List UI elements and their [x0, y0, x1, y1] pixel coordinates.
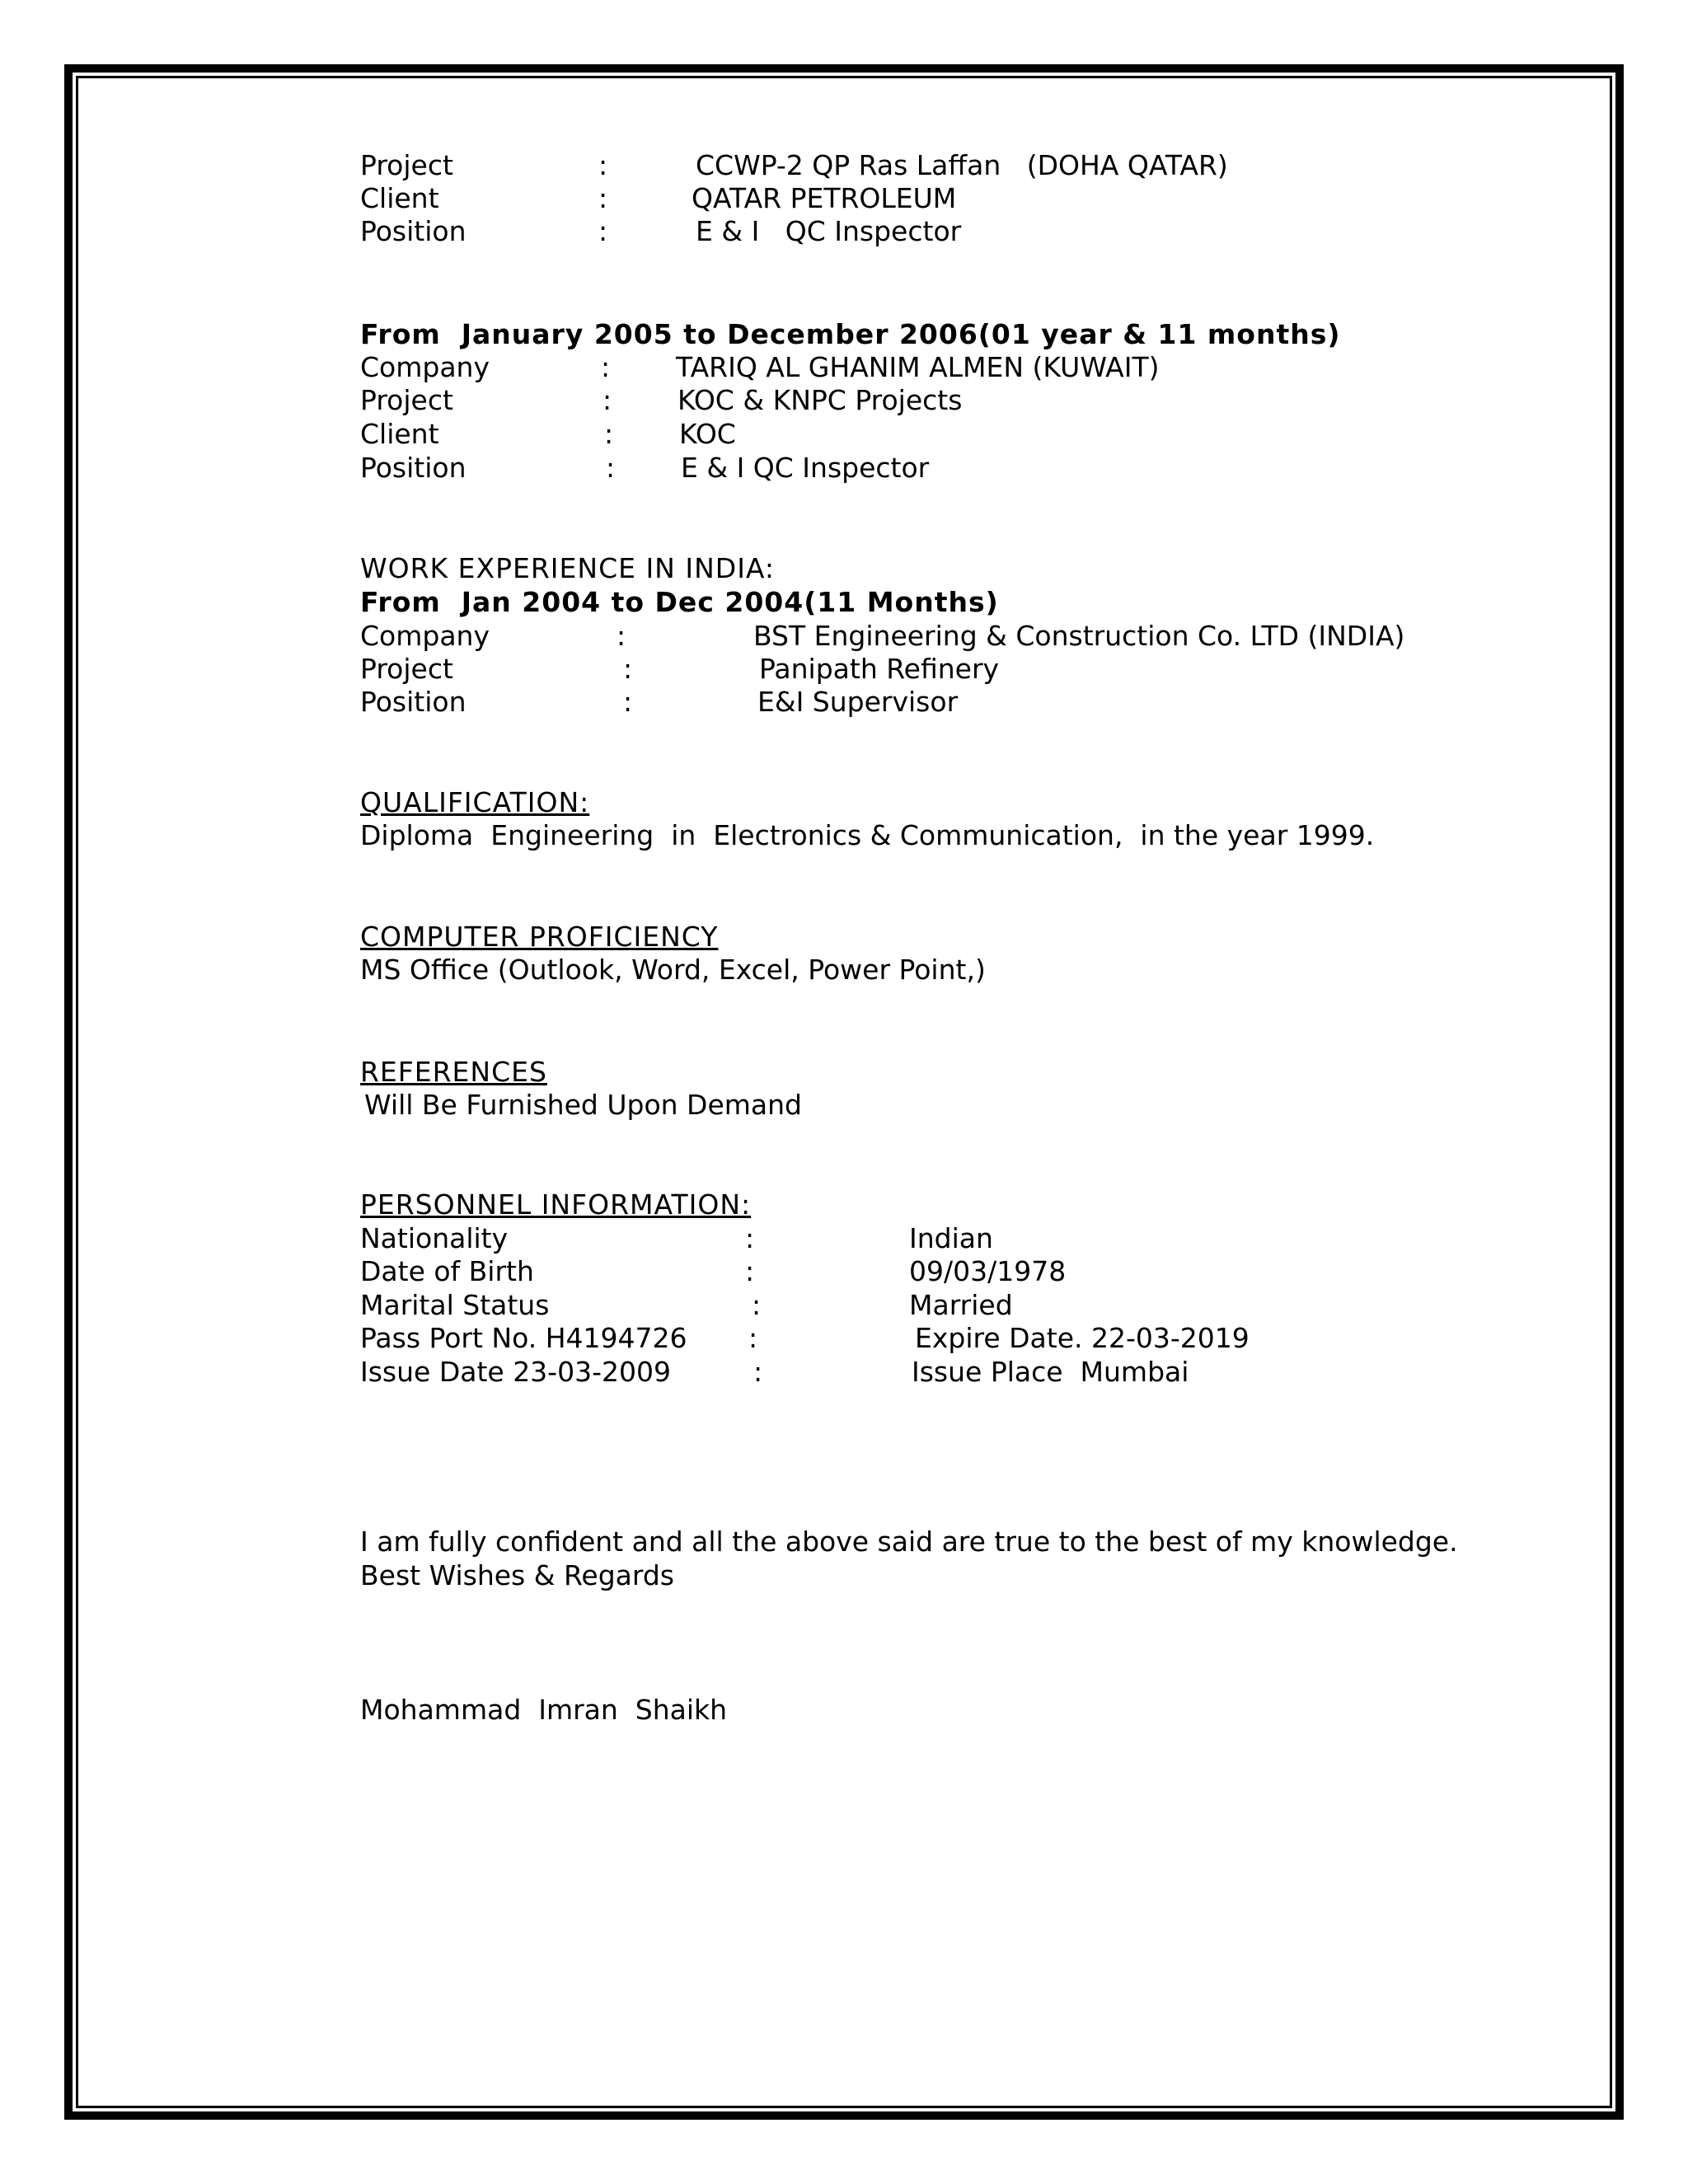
kuwait-period: From January 2005 to December 2006(01 year & 11 months) [360, 318, 1341, 350]
marital-status-row [0, 1289, 1688, 1322]
row-value: E & I QC Inspector [696, 215, 962, 247]
row-value: Married [909, 1289, 1013, 1321]
row-value: KOC [679, 418, 736, 450]
india-company-row [0, 620, 1688, 653]
qualification-heading: QUALIFICATION: [360, 786, 590, 818]
declaration-text: I am fully confident and all the above said are true to the best of my knowledge. [360, 1526, 1458, 1558]
row-value: Issue Place Mumbai [912, 1356, 1189, 1388]
computer-text: MS Office (Outlook, Word, Excel, Power Point,) [360, 954, 986, 986]
row-colon: : [753, 1356, 763, 1388]
row-label: Client [360, 418, 439, 450]
references-text: Will Be Furnished Upon Demand [364, 1089, 802, 1121]
row-label: Company [360, 351, 490, 383]
row-label: Client [360, 182, 439, 214]
kuwait-client-row [0, 418, 1688, 451]
kuwait-position-row [0, 452, 1688, 485]
row-colon: : [617, 620, 626, 652]
india-project-row [0, 653, 1688, 686]
row-value: BST Engineering & Construction Co. LTD (INDIA) [753, 620, 1405, 652]
date-of-birth-row [0, 1255, 1688, 1288]
row-colon: : [603, 384, 612, 416]
nationality-row [0, 1222, 1688, 1255]
passport-row [0, 1322, 1688, 1355]
row-value: Indian [909, 1222, 993, 1254]
row-value: E & I QC Inspector [681, 452, 930, 484]
row-colon: : [598, 149, 608, 181]
row-label: Project [360, 653, 453, 685]
india-period: From Jan 2004 to Dec 2004(11 Months) [360, 586, 999, 618]
row-value: 09/03/1978 [909, 1255, 1067, 1287]
row-colon: : [752, 1289, 762, 1321]
row-value: KOC & KNPC Projects [678, 384, 963, 416]
row-value: QATAR PETROLEUM [692, 182, 957, 214]
issue-date-row [0, 1356, 1688, 1389]
row-label: Project [360, 384, 453, 416]
row-colon: : [598, 182, 608, 214]
row-label: Position [360, 686, 467, 718]
row-colon: : [606, 452, 616, 484]
signature-name: Mohammad Imran Shaikh [360, 1694, 728, 1726]
row-value: Expire Date. 22-03-2019 [915, 1322, 1250, 1354]
row-value: Panipath Refinery [759, 653, 1000, 685]
row-label: Nationality [360, 1222, 509, 1254]
india-position-row [0, 686, 1688, 719]
india-heading: WORK EXPERIENCE IN INDIA: [360, 552, 776, 584]
computer-heading: COMPUTER PROFICIENCY [360, 921, 719, 953]
kuwait-company-row [0, 351, 1688, 384]
row-value: TARIQ AL GHANIM ALMEN (KUWAIT) [676, 351, 1160, 383]
kuwait-project-row [0, 384, 1688, 417]
row-value: CCWP-2 QP Ras Laffan (DOHA QATAR) [696, 149, 1228, 181]
row-colon: : [601, 351, 611, 383]
row-colon: : [745, 1222, 755, 1254]
row-label: Project [360, 149, 453, 181]
row-colon: : [745, 1255, 755, 1287]
row-label: Position [360, 215, 467, 247]
row-label: Marital Status [360, 1289, 550, 1321]
row-value: E&I Supervisor [757, 686, 959, 718]
row-colon: : [623, 686, 633, 718]
qualification-text: Diploma Engineering in Electronics & Communication, in the year 1999. [360, 819, 1375, 851]
row-colon: : [623, 653, 633, 685]
qatar-position-row [0, 215, 1688, 248]
row-colon: : [604, 418, 614, 450]
qatar-project-row [0, 149, 1688, 182]
personnel-heading: PERSONNEL INFORMATION: [360, 1188, 752, 1221]
qatar-client-row [0, 182, 1688, 215]
row-label: Issue Date 23-03-2009 [360, 1356, 671, 1388]
row-label: Position [360, 452, 467, 484]
regards-text: Best Wishes & Regards [360, 1559, 674, 1591]
row-colon: : [748, 1322, 758, 1354]
references-heading: REFERENCES [360, 1056, 547, 1088]
row-label: Pass Port No. H4194726 [360, 1322, 687, 1354]
row-label: Company [360, 620, 490, 652]
row-label: Date of Birth [360, 1255, 534, 1287]
row-colon: : [598, 215, 608, 247]
